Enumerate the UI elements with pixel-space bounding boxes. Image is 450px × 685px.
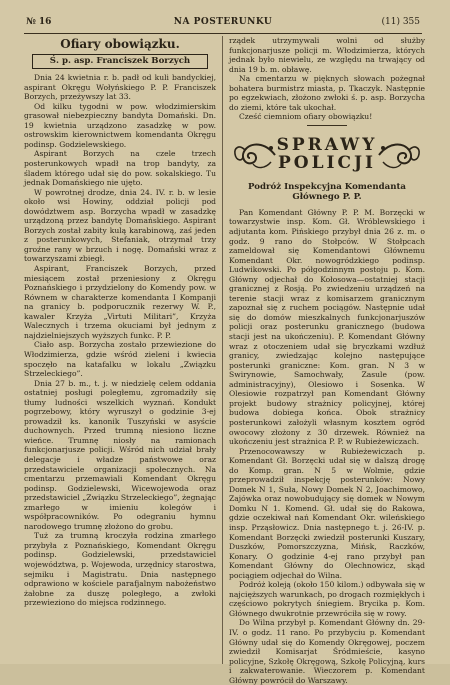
paragraph: rządek utrzymywali wolni od służby funkcjonarjusze policji m. Włodzimierza, których jednak było niewielu, ze względu na trwający od dnia 19 b. m. obławę. bbox=[229, 36, 425, 74]
publication-title: NA POSTERUNKU bbox=[173, 17, 273, 27]
page-number: (11) 355 bbox=[381, 17, 420, 27]
paragraph: Ciało asp. Borzycha zostało przewiezione do Włodzimierza, gdzie wśród zieleni i kwiecia spoczęło na katafalku w lokalu „Związku Strzeleckiego”. bbox=[24, 340, 216, 379]
issue-number: № 16 bbox=[26, 17, 52, 27]
paragraph: Przenocowawszy w Rubieżewiczach p. Komendant Gł. Borzęcki udał się w dalszą drogę do Komp. gran. N 5 w Wolmie, gdzie przeprowadził inspekcję posterunków: Nowy Domek N 1, Suła, Nowy Domek N 2, Joachimowo, Zajówka oraz nowobudujący się domek w Nowym Domku N 1. Komend. Gł. udał się do Rakowa, gdzie oczekiwał nań Komendant Okr. wileńskiego insp. Prząsłowicz. Dnia następnego t. j. 26-IV. p. Komendant Borzęcki zwiedził posterunki Kuszary, Duszków, Pomorszczyzna, Mińsk, Raczków, Konary. O godzinie 4-ej rano przybył pan Komendant Główny do Olechnowicz, skąd pociągiem odjechał do Wilna. bbox=[229, 446, 425, 580]
paragraph: Dnia 24 kwietnia r. b. padł od kuli bandyckiej, aspirant Okręgu Wołyńskiego P. P. Franciszek Borzych, przeżywszy lat 33. bbox=[24, 73, 216, 102]
section-title: Ofiary obowiązku. bbox=[60, 37, 180, 51]
column-divider bbox=[222, 36, 223, 664]
paragraph: Do Wilna przybył p. Komendant Główny dn. 29-IV. o godz. 11 rano. Po przybyciu p. Komendant Główny udał się do Komendy Okręgowej, poczem zwiedził Komisarjat Śródmieście, kasyno policyjne, Szkołę Okręgową, Szkołę Policyjną, kurs i zakwaterowanie. Wieczorem p. Komendant Główny powrócił do Warszawy. bbox=[229, 618, 425, 685]
paragraph: Tuż za trumną kroczyła rodzina zmarłego przybyła z Poznańskiego, Komendant Okręgu podinsp. Godzielewski, przedstawiciel województwa, p. Wojewoda, urzędnicy starostwa, sejmiku i Magistratu. Dnia następnego odprawiono w kościele parafjalnym nabożeństwo żałobne za duszę poległego, a zwłoki przewieziono do miejsca rodzinnego. bbox=[24, 531, 216, 608]
header-rule bbox=[24, 33, 422, 34]
paragraph: Aspirant, Franciszek Borzych, przed miesiącem został przeniesiony z Okręgu Poznańskiego i przydzielony do Komendy pow. w Równem w charakterze komendanta I Kompanji na granicy b. podporucznik rezerwy W. P., kawaler Krzyża „Virtuti Militari”, Krzyża Walecznych i trzema okuciami był jednym z najdzielniejszych wyższych funkc. P. P. bbox=[24, 264, 216, 340]
paragraph: Aspirant Borzych na czele trzech posterunkowych wpadł na trop bandyty, za śladem którego udał się do pow. sokalskiego. Tu jednak Domańskiego nie ujęto. bbox=[24, 149, 216, 188]
paragraph: Dnia 27 b. m., t. j. w niedzielę celem oddania ostatniej posługi poległemu, zgromadziły się tłumy ludności wszelkich wyznań. Kondukt pogrzebowy, który wyruszył o godzinie 3-ej prowadził ks. kanonik Tuszyński w asyście duchownych. Przed trumną niesiono liczne wieńce. Trumnę niosły na ramionach funkcjonarjusze policji. Wśród nich udział brały delegacje i władze państwowe oraz przedstawiciele organizacji społecznych. Na cmentarzu przemawiali Komendant Okręgu podinsp. Godzielewski, Wicewojewoda oraz przedstawiciel „Związku Strzeleckiego”, żegnając zmarłego w imieniu kolegów i współpracowników. Po odegraniu hymnu narodowego trumnę złożono do grobu. bbox=[24, 378, 216, 531]
article-title: Podróż Inspekcyjna Komendanta Głównego P. P. bbox=[248, 181, 406, 202]
left-column bbox=[24, 36, 216, 608]
paragraph: Podróż koleją (około 150 kilom.) odbywała się w najcięższych warunkach, po drogach rozmiękłych i częściowo pokrytych śniegiem. Brycika p. Kom. Głównego dwukrotnie przewróciła się w rowy. bbox=[229, 580, 425, 618]
divider bbox=[307, 125, 347, 126]
paragraph: Cześć ciemniom ofiary obowiązku! bbox=[239, 112, 373, 122]
banner-title-line-2: POLICJI bbox=[277, 152, 377, 173]
section-banner bbox=[229, 132, 425, 178]
paragraph: Na cmentarzu w pięknych słowach pożegnał bohatera burmistrz miasta, p. Tkaczyk. Następnie po egzekwiach, złożono zwłoki ś. p. asp. Borzycha do ziemi, które tak ukochał. bbox=[229, 74, 425, 112]
banner-title-line-1: SPRAWY bbox=[276, 134, 378, 155]
obituary-name-box: Ś. p. asp. Franciszek Borzych bbox=[32, 54, 208, 70]
page-header bbox=[26, 17, 420, 31]
paragraph: Pan Komendant Główny P. P. M. Borzęcki w towarzystwie insp. Kom. Gł. Wróblewskiego i adjutanta kom. Pińskiego przybył dnia 26 z. m. o godz. 9 rano do Stołpców. W Stołpcach zameldował się Komendantowi Głównemu Komendant Okr. nowogródzkiego podinsp. Ludwikowski. Po półgodzinnym postoju p. Kom. Główny odjechał do Kołosowa—ostatniej stacji granicznej z Rosją. Po zwiedzeniu urządzeń na terenie stacji wraz z komisarzem granicznym zapoznał się z ruchem pociągów. Następnie udał się do domów mieszkalnych funkcjonarjuszów policji oraz posterunku granicznego (budowa stacji jest na ukończeniu). P. Komendant Główny wraz z otoczeniem udał się bryczkami wzdłuż granicy, zwiedzając kolejno następujące posterunki graniczne: Kom. gran. N 3 w Swirynowie, Samochwały, Zasule (pow. administracyjny), Olesiowo i Sosenka. W Olesiowie rozpatrzył pan Komendant Główny projekt budowy strażnicy policyjnej, której budowa dobiega końca. Obok strażnicy posterunkowi założyli własnym kosztem ogród owocowy złożony z 30 drzewek. Również na ukończeniu jest strażnica P. P. w Rubieżewiczach. bbox=[229, 207, 425, 447]
ornament-icon bbox=[377, 138, 423, 172]
paragraph: W powrotnej drodze, dnia 24. IV. r. b. w lesie około wsi Howiny, oddział policji pod dowództwem asp. Borzycha wpadł w zasadzkę urządzoną przez bandytę Domańskiego. Aspirant Borzych został zabity kulą karabinową, zaś jeden z posterunkowych, Stefaniak, otrzymał trzy groźne rany w brzuch i nogę. Domański wraz z towarzyszami zbiegł. bbox=[24, 187, 216, 264]
right-column bbox=[229, 36, 425, 685]
paragraph: Od kilku tygodni w pow. włodzimierskim grasował niebezpieczny bandyta Domański. Dn. 19 kwietnia urządzono zasadzkę w pow. ostrowskim kierownictwem komendanta Okręgu podinsp. Godzielewskiego. bbox=[24, 101, 216, 149]
